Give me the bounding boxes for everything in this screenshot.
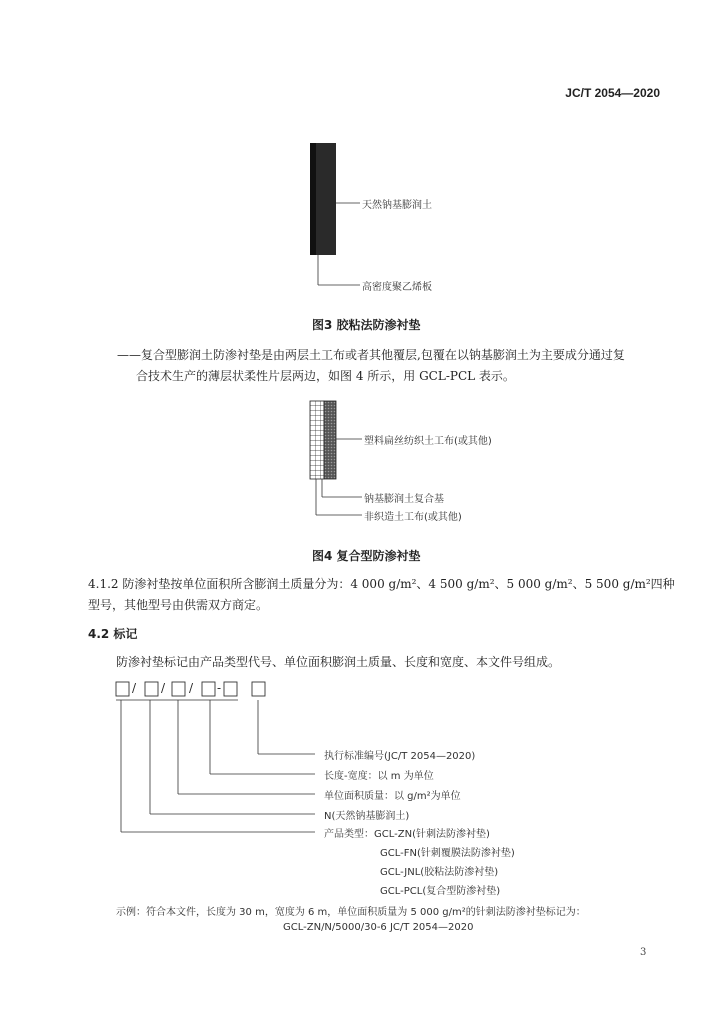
composite-para-line1: ——复合型膨润土防渗衬垫是由两层土工布或者其他覆层,包覆在以钠基膨润土为主要成分通过复: [117, 348, 625, 362]
section-42-heading: 4.2 标记: [88, 627, 138, 641]
marking-sep2: /: [161, 681, 166, 695]
composite-para-line2: 合技术生产的薄层状柔性片层两边，如图 4 所示，用 GCL-PCL 表示。: [136, 369, 515, 383]
bentonite-layer: [316, 143, 336, 255]
marking-type-fn: GCL-FN(针刺覆膜法防渗衬垫): [380, 848, 515, 859]
marking-type-jnl: GCL-JNL(胶粘法防渗衬垫): [380, 867, 499, 878]
fig3-label-bentonite: 天然钠基膨润土: [362, 200, 432, 211]
fig4-label-woven: 塑料扁丝纺织土工布(或其他): [364, 436, 492, 447]
figure4-diagram: [300, 395, 500, 525]
marking-type-pcl: GCL-PCL(复合型防渗衬垫): [380, 886, 501, 897]
marking-label-n: N(天然钠基膨润土): [324, 811, 410, 822]
example-line1: 示例：符合本文件，长度为 30 m，宽度为 6 m，单位面积质量为 5 000 g/m²的针刺法防渗衬垫标记为：: [116, 907, 586, 918]
section-412-line1: 4.1.2 防渗衬垫按单位面积所含膨润土质量分为：4 000 g/m²、4 500 g/m²、5 000 g/m²、5 500 g/m²四种: [88, 577, 675, 591]
marking-label-size: 长度-宽度：以 m 为单位: [324, 771, 434, 782]
fig4-label-bentonite: 钠基膨润土复合基: [364, 494, 444, 505]
marking-label-standard: 执行标准编号(JC/T 2054—2020): [324, 751, 476, 762]
marking-label-mass: 单位面积质量：以 g/m²为单位: [324, 791, 461, 802]
figure4-svg: [300, 395, 500, 525]
bentonite-composite-layer: [324, 401, 336, 479]
standard-number-header: JC/T 2054—2020: [565, 86, 660, 100]
section-412-line2: 型号，其他型号由供需双方商定。: [88, 598, 269, 612]
woven-geotextile-layer: [310, 401, 324, 479]
marking-label-type: 产品类型：GCL-ZN(针刺法防渗衬垫): [324, 829, 490, 840]
example-line2: GCL-ZN/N/5000/30-6 JC/T 2054—2020: [283, 922, 474, 933]
hdpe-layer: [310, 143, 316, 255]
section-42-intro: 防渗衬垫标记由产品类型代号、单位面积膨润土质量、长度和宽度、本文件号组成。: [116, 655, 561, 669]
marking-sep1: /: [132, 681, 137, 695]
figure4-caption: 图4 复合型防渗衬垫: [312, 549, 421, 563]
fig4-label-nonwoven: 非织造土工布(或其他): [364, 512, 462, 523]
figure3-caption: 图3 胶粘法防渗衬垫: [312, 318, 421, 332]
marking-dash: -: [217, 681, 222, 695]
marking-sep3: /: [189, 681, 194, 695]
figure3-diagram: [300, 135, 480, 295]
fig3-label-hdpe: 高密度聚乙烯板: [362, 282, 432, 293]
page-number: 3: [640, 947, 647, 958]
figure3-svg: [300, 135, 480, 295]
